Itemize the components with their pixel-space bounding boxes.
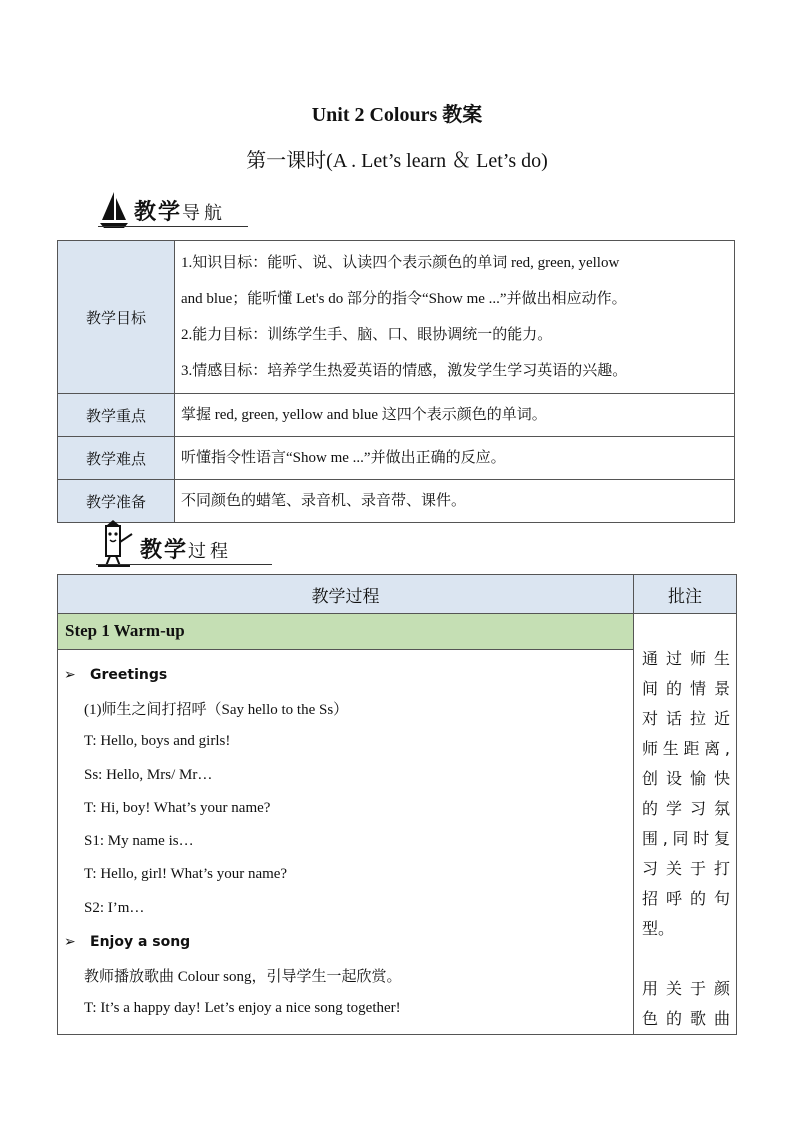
annotation-line: 的学习氛 bbox=[642, 799, 730, 818]
arrow-bullet-icon: ➢ bbox=[64, 933, 76, 950]
dialogue-line: Ss: Hello, Mrs/ Mr… bbox=[84, 766, 213, 783]
bullet-item bbox=[64, 925, 627, 959]
table-row bbox=[58, 480, 735, 523]
annotation-line: 型。 bbox=[642, 919, 675, 938]
banner-underline bbox=[98, 226, 248, 227]
table-row bbox=[58, 437, 735, 480]
annotation-line: 对话拉近 bbox=[642, 709, 730, 728]
dialogue-line: T: Hello, boys and girls! bbox=[84, 733, 231, 750]
dialogue-line: 教师播放歌曲 Colour song，引导学生一起欣赏。 bbox=[84, 969, 402, 985]
annotation-cell bbox=[634, 614, 737, 1035]
row-content: 掌握 red, green, yellow and blue 这四个表示颜色的单词。 bbox=[175, 394, 735, 437]
banner-text-sub: 导航 bbox=[182, 203, 227, 224]
annotation-line: 色的歌曲 bbox=[642, 1009, 730, 1028]
objectives-cell bbox=[175, 241, 735, 394]
objective-line: and blue；能听懂 Let's do 部分的指令“Show me ...”并做出相应动作。 bbox=[181, 291, 627, 307]
lesson-overview-table bbox=[57, 240, 735, 523]
annotation-line: 围,同时复 bbox=[642, 829, 730, 848]
table-row bbox=[58, 614, 737, 650]
annotation-line: 招呼的句 bbox=[642, 889, 730, 908]
bullet-item bbox=[64, 658, 627, 692]
row-content: 听懂指令性语言“Show me ...”并做出正确的反应。 bbox=[175, 437, 735, 480]
step-heading: Step 1 Warm-up bbox=[58, 614, 634, 650]
annotation-line: 用关于颜 bbox=[642, 979, 730, 998]
note-column-header: 批注 bbox=[634, 575, 737, 614]
annotation-line: 习关于打 bbox=[642, 859, 730, 878]
row-label: 教学难点 bbox=[58, 437, 175, 480]
teaching-process-banner bbox=[96, 518, 272, 568]
document-subtitle: 第一课时(A . Let’s learn ＆ Let’s do) bbox=[246, 150, 548, 172]
table-row bbox=[58, 241, 735, 394]
dialogue-line: T: It’s a happy day! Let’s enjoy a nice song together! bbox=[84, 1000, 401, 1017]
pencil-character-icon bbox=[96, 520, 136, 568]
row-content: 不同颜色的蜡笔、录音机、录音带、课件。 bbox=[175, 480, 735, 523]
banner-underline bbox=[96, 564, 272, 565]
teaching-process-table bbox=[57, 574, 737, 1035]
process-content-cell bbox=[58, 649, 634, 1034]
bullet-label: Greetings bbox=[90, 666, 168, 683]
annotation-line: 通过师生 bbox=[642, 649, 730, 668]
table-header-row bbox=[58, 575, 737, 614]
banner-text-main: 教学 bbox=[140, 538, 189, 563]
banner-text-sub: 过程 bbox=[188, 541, 233, 562]
objective-line: 3.情感目标：培养学生热爱英语的情感，激发学生学习英语的兴趣。 bbox=[181, 363, 628, 379]
dialogue-line: S2: I’m… bbox=[84, 899, 145, 916]
objective-line: 2.能力目标：训练学生手、脑、口、眼协调统一的能力。 bbox=[181, 327, 553, 343]
row-label: 教学目标 bbox=[58, 241, 175, 394]
annotation-line: 师生距离, bbox=[642, 739, 730, 758]
row-label: 教学重点 bbox=[58, 394, 175, 437]
dialogue-line: S1: My name is… bbox=[84, 833, 194, 850]
bullet-label: Enjoy a song bbox=[90, 933, 191, 950]
dialogue-line: (1)师生之间打招呼（Say hello to the Ss） bbox=[84, 701, 349, 718]
process-column-header: 教学过程 bbox=[58, 575, 634, 614]
annotation-line: 间的情景 bbox=[642, 679, 730, 698]
banner-text-main: 教学 bbox=[134, 200, 183, 225]
objective-line: 1.知识目标：能听、说、认读四个表示颜色的单词 red, green, yellow bbox=[181, 255, 620, 271]
arrow-bullet-icon: ➢ bbox=[64, 666, 76, 683]
teaching-navigation-banner bbox=[98, 186, 248, 230]
table-row bbox=[58, 394, 735, 437]
annotation-line: 创设愉快 bbox=[642, 769, 730, 788]
document-title: Unit 2 Colours 教案 bbox=[311, 104, 483, 126]
dialogue-line: T: Hi, boy! What’s your name? bbox=[84, 799, 271, 816]
sailboat-icon bbox=[98, 190, 130, 230]
row-label: 教学准备 bbox=[58, 480, 175, 523]
dialogue-line: T: Hello, girl! What’s your name? bbox=[84, 866, 288, 883]
